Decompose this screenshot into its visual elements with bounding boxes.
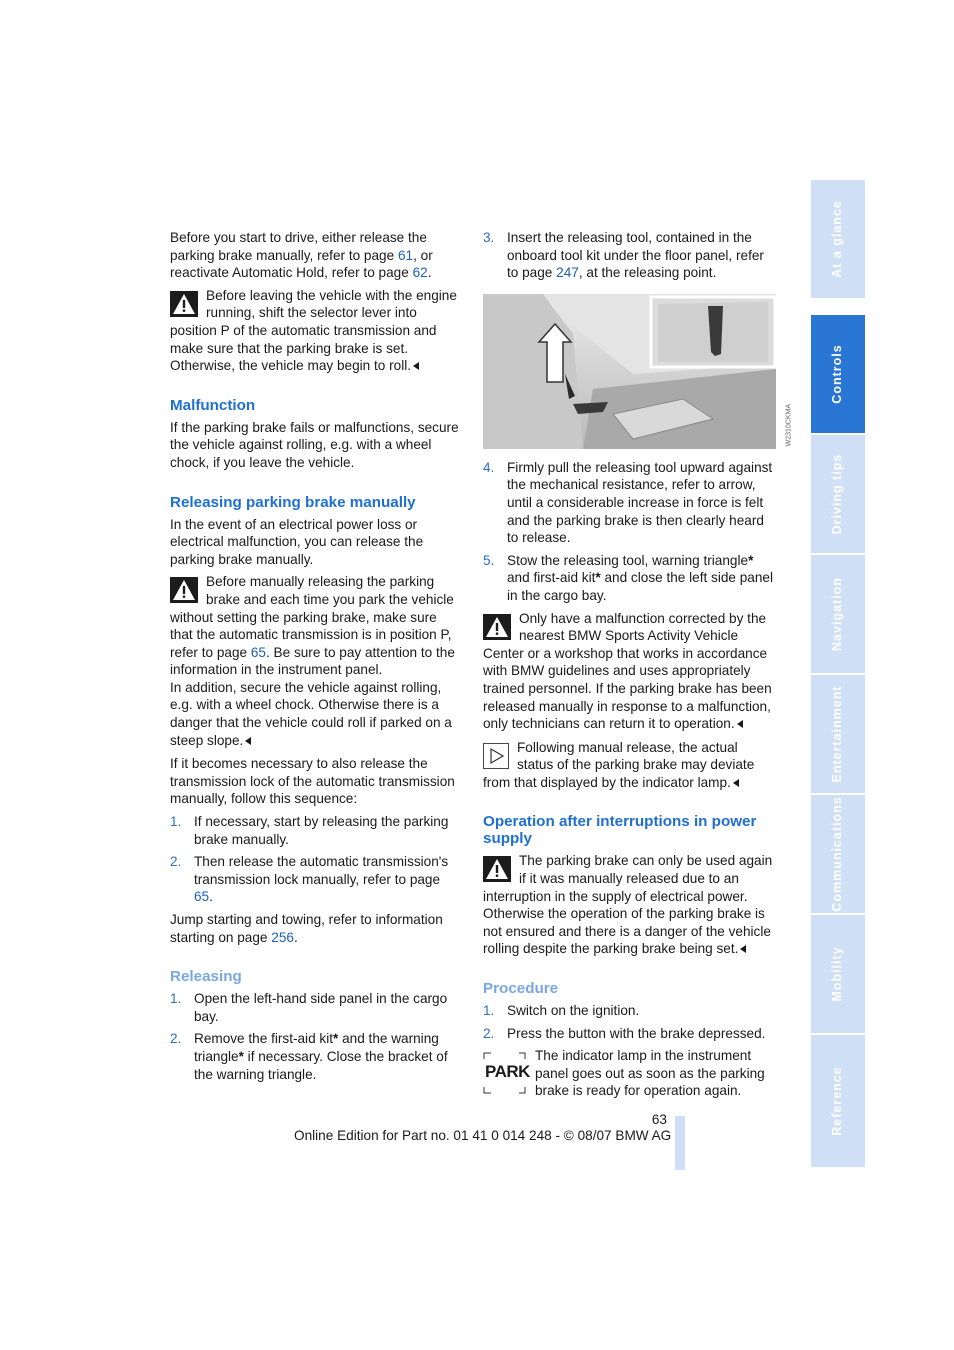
releasing-manually-heading: Releasing parking brake manually [170,493,416,511]
list-item: 5. Stow the releasing tool, warning triangle* and first-aid kit* and close the left side panel in the cargo bay. [483,552,774,603]
right-column [483,229,792,1106]
releasing-heading: Releasing [170,968,242,986]
footnote-star: * [238,1048,244,1064]
tab-driving-tips[interactable]: Driving tips [811,435,865,553]
list-item: 1. If necessary, start by releasing the parking brake manually. [170,814,449,847]
list-item: 1. Open the left-hand side panel in the cargo bay. [170,991,448,1024]
warning-note: Before manually releasing the parking brake and each time you park the vehicle without setting the parking brake, make sure that the automatic transmission is in position P, refer to page 65. Be sure to pay attention to the information in the instrument panel. In addition, secure the vehicle against rolling, e.g. with a wheel chock. Otherwise there is a danger that the vehicle could roll if parked on a steep slope. [170,574,455,748]
malfunction-heading: Malfunction [170,396,256,414]
left-column [170,229,460,1088]
end-mark-icon [737,720,743,728]
footnote-star: * [333,1031,339,1047]
malfunction-text: If the parking brake fails or malfunctions, secure the vehicle against rolling, e.g. with a wheel chock, if you leave the vehicle. [170,419,459,470]
tab-mobility[interactable]: Mobility [811,915,865,1033]
park-indicator-note: PARK The indicator lamp in the instrument panel goes out as soon as the parking brake is ready for operation again. [485,1048,765,1099]
end-mark-icon [245,737,251,745]
list-item: 3. Insert the releasing tool, contained in the onboard tool kit under the floor panel, refer to page 247, at the releasing point. [483,230,764,281]
page-link[interactable]: 65 [194,889,210,905]
tab-reference[interactable]: Reference [811,1035,865,1167]
tab-navigation[interactable]: Navigation [811,555,865,673]
list-item: 2. Press the button with the brake depressed. [483,1025,766,1041]
jump-start-text: Jump starting and towing, refer to information starting on page 256. [170,912,443,945]
list-item: 4. Firmly pull the releasing tool upward against the mechanical resistance, refer to arrow, until a considerable increase in force is felt and the parking brake is then clearly heard to release. [483,459,773,546]
tab-controls[interactable]: Controls [811,315,865,433]
tab-communications[interactable]: Communications [811,795,865,913]
park-indicator-icon [483,1051,530,1095]
footer-accent-bar [675,1116,685,1170]
page-link[interactable]: 256 [271,929,294,945]
tab-entertainment[interactable]: Entertainment [811,675,865,793]
warning-triangle-icon [170,577,198,603]
list-item: 2. Then release the automatic transmission's transmission lock manually, refer to page 65. [170,854,449,905]
end-mark-icon [413,362,419,370]
procedure-heading: Procedure [483,980,559,998]
chapter-tabs [811,180,865,1167]
cargo-bay-illustration [483,294,792,449]
warning-triangle-icon [170,291,198,317]
park-label: PARK [485,1062,530,1082]
warning-note: The parking brake can only be used again if it was manually released due to an interruption in the supply of electrical power. Otherwise the operation of the parking brake is not ensured and there is a danger of the vehicle rolling despite the parking brake being set. [483,853,773,957]
list-item: 2. Remove the first-aid kit* and the warning triangle* if necessary. Close the bracket of the warning triangle. [170,1031,448,1082]
page-link[interactable]: 65 [250,644,266,660]
end-mark-icon [733,779,739,787]
page-number: 63 [651,1112,667,1127]
warning-note: Only have a malfunction corrected by the nearest BMW Sports Activity Vehicle Center or a workshop that works in accordance with BMW guidelines and uses appropriately trained personnel. If the parking brake has been released manually in response to a malfunction, only technicians can return it to operation. [483,610,772,732]
warning-triangle-icon [483,614,511,640]
figure-code: W2310CKMA [785,403,792,447]
list-item: 1. Switch on the ignition. [483,1003,640,1019]
warning-triangle-icon [483,856,511,882]
releasing-manually-text: In the event of an electrical power loss or electrical malfunction, you can release the parking brake manually. [170,516,424,567]
footnote-star: * [748,552,754,568]
tab-at-a-glance[interactable]: At a glance [811,180,865,298]
page-link[interactable]: 62 [412,265,428,281]
sequence-intro: If it becomes necessary to also release the transmission lock of the automatic transmission manually, follow this sequence: [170,756,455,807]
footer-text: Online Edition for Part no. 01 41 0 014 248 - © 08/07 BMW AG [294,1128,672,1143]
end-mark-icon [740,945,746,953]
page-link[interactable]: 247 [556,265,579,281]
hint-arrow-icon [483,743,509,769]
page-link[interactable]: 61 [397,247,414,263]
operation-heading: Operation after interruptions in power supply [483,813,757,848]
intro-paragraph: Before you start to drive, either release the parking brake manually, refer to page 61, or reactivate Automatic Hold, refer to page 62. [170,230,433,281]
warning-note: Before leaving the vehicle with the engine running, shift the selector lever into position P of the automatic transmission and make sure that the parking brake is set. Otherwise, the vehicle may begin to roll. [170,287,457,374]
footnote-star: * [595,570,601,586]
hint-note: Following manual release, the actual status of the parking brake may deviate from that displayed by the indicator lamp. [483,739,755,790]
